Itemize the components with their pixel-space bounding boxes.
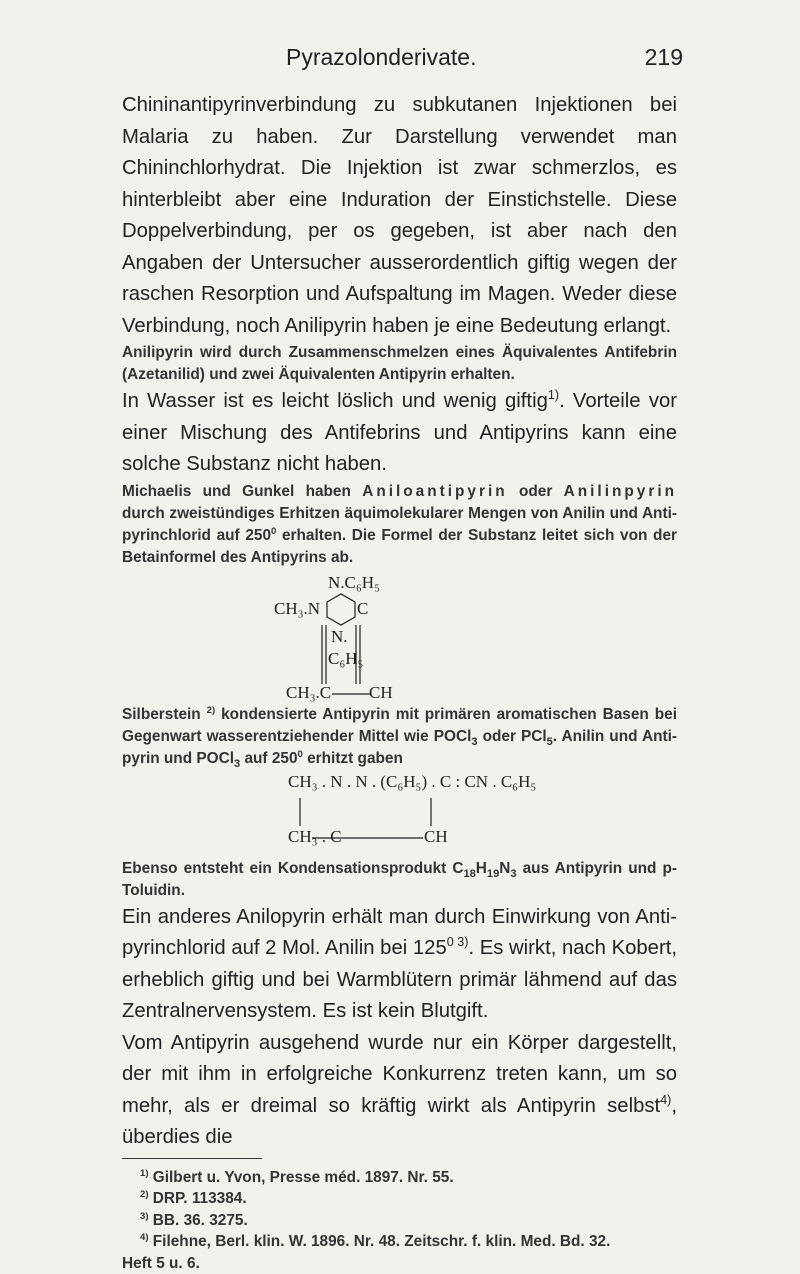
paragraph-2 <box>122 342 677 386</box>
running-title: Pyrazolonderivate. <box>286 44 477 71</box>
paragraph-7: Ein anderes Anilopyrin erhält man durch Einwirkung von Antipyrinchlorid auf 2 Mol. Anilin bei $125^{0 3)}$. Es wirkt, nach Kobert, erheblich giftig und bei Warmblütern primär lähmend auf das Zentralnervensystem. Es ist kein Blutgift. <box>122 902 677 1028</box>
paragraph-6-text: Ebenso entsteht ein Kondensationsprodukt C <box>122 860 463 877</box>
paragraph-2-text: Anilipyrin wird durch Zusammenschmelzen eines Äquivalentes Antifebrin (Azetanilid) und zwei Äquivalenten Antipyrin erhalten. <box>122 344 677 383</box>
formula-2-line-1: CH₃ . N . N . (C₆H₅) . C : CN . C₆H₅ <box>288 772 536 792</box>
formula-1-bottom-right: CH <box>369 683 393 703</box>
paragraph-8-text: Vom Antipyrin ausgehend wurde nur ein Körper dargestellt, der mit ihm in erfolgreiche Konkurrenz treten kann, um so mehr, als er dreimal so kräftig wirkt als Antipyrin selbst <box>122 1032 677 1117</box>
footnote-separator <box>122 1158 262 1159</box>
footnote-text: BB. 36. 3275. <box>153 1212 248 1229</box>
signature-mark: Heft 5 u. 6. <box>122 1253 677 1274</box>
paragraph-3-text-b: . Vorteile vor einer Mischung des Antifebrins und Antipyrins kann eine solche Substanz nicht haben. <box>122 390 677 475</box>
footnote-text: Filehne, Berl. klin. W. 1896. Nr. 48. Zeitschr. f. klin. Med. Bd. 32. <box>153 1233 611 1250</box>
paragraph-1-text: Chininantipyrinverbindung zu subkutanen Injektionen bei Malaria zu haben. Zur Darstellung verwendet man Chininchlorhydrat. Die Injektion ist zwar schmerzlos, es hinterbleibt aber eine Induration der Einstichstelle. Diese Doppelverbindung, per os gegeben, ist aber nach den Angaben der Untersucher ausserordentlich giftig wegen der raschen Resorption und Aufspaltung im Magen. Weder diese Verbindung, noch Anilipyrin haben je eine Bedeutung erlangt. <box>122 94 677 337</box>
footnote-text: Gilbert u. Yvon, Presse méd. 1897. Nr. 55. <box>153 1169 454 1186</box>
footnote-text: DRP. 113384. <box>153 1190 247 1207</box>
page-body <box>122 90 677 1274</box>
paragraph-5: Silberstein $^{2)}$ kondensierte Antipyrin mit primären aromatischen Basen bei Gegenwart wasserentziehender Mittel wie POCl$_3$ oder PCl$_5$. Anilin und Antipyrin und POCl$_3$ auf $250^0$ erhitzt gaben <box>122 704 677 770</box>
structural-formula-2 <box>122 770 677 858</box>
page-number: 219 <box>645 44 683 71</box>
paragraph-5-text: Silberstein <box>122 706 207 723</box>
paragraph-6: Ebenso entsteht ein Kondensationsprodukt $C_{18}H_{19}N_3$ aus Antipyrin und p-Toluidin. <box>122 858 677 902</box>
footnote-ref-2: 2) <box>207 704 216 715</box>
formula-1-inner-n: N. <box>331 627 348 647</box>
paragraph-7-text: Ein anderes Anilopyrin erhält man durch Einwirkung von Antipyrinchlorid auf 2 Mol. Anilin bei 125 <box>122 906 677 960</box>
footnote-mark: 1 <box>140 1167 145 1178</box>
formula-1-bonds <box>122 569 677 704</box>
paragraph-1 <box>122 90 677 342</box>
degree-mark: 0 <box>271 525 276 536</box>
degree-mark: 0 <box>298 748 303 759</box>
compound-name-aniloantipyrin: Aniloantipyrin <box>362 483 507 500</box>
formula-1-right: C <box>357 599 368 619</box>
paragraph-8: Vom Antipyrin ausgehend wurde nur ein Körper dargestellt, der mit ihm in erfolgreiche Konkurrenz treten kann, um so mehr, als er dreimal so kräftig wirkt als Antipyrin selbst$^{4)}$, überdies die <box>122 1028 677 1154</box>
footnote-mark: 3 <box>140 1210 145 1221</box>
structural-formula-1 <box>122 569 677 704</box>
footnote-ref-1: 1) <box>548 388 559 402</box>
paragraph-3-text: In Wasser ist es leicht löslich und wenig giftig <box>122 390 548 412</box>
formula-1-bottom-left: CH₃.C <box>286 683 331 703</box>
footnote-mark: 4 <box>140 1232 145 1243</box>
footnote-2: $^{2)}$ DRP. 113384. <box>122 1188 677 1210</box>
formula-2-bottom-left: CH₃ . C <box>288 827 342 847</box>
compound-name-anilinpyrin: Anilinpyrin <box>564 483 677 500</box>
page-header <box>0 44 800 74</box>
footnote-mark: 2 <box>140 1189 145 1200</box>
formula-1-left: CH₃.N <box>274 599 320 619</box>
footnote-1: $^{1)}$ Gilbert u. Yvon, Presse méd. 1897. Nr. 55. <box>122 1167 677 1189</box>
formula-1-top: N.C₆H₅ <box>328 573 380 593</box>
footnote-ref-4: 4) <box>660 1093 671 1107</box>
paragraph-4-text: Michaelis und Gunkel haben <box>122 483 362 500</box>
footnote-ref-3: 0 3) <box>447 935 469 949</box>
formula-2-bottom-right: CH <box>424 827 448 847</box>
footnote-3: $^{3)}$ BB. 36. 3275. <box>122 1210 677 1232</box>
formula-1-inner-phenyl: C₆H₅ <box>328 649 363 669</box>
paragraph-4: Michaelis und Gunkel haben Aniloantipyrin oder Anilinpyrin durch zweistündiges Erhitzen äquimolekularer Mengen von Anilin und Antipyrinchlorid auf $250^0$ erhalten. Die Formel der Substanz leitet sich von der Betainformel des Antipyrins ab. <box>122 481 677 569</box>
paragraph-3 <box>122 386 677 481</box>
footnote-4: $^{4)}$ Filehne, Berl. klin. W. 1896. Nr. 48. Zeitschr. f. klin. Med. Bd. 32. <box>122 1231 677 1253</box>
